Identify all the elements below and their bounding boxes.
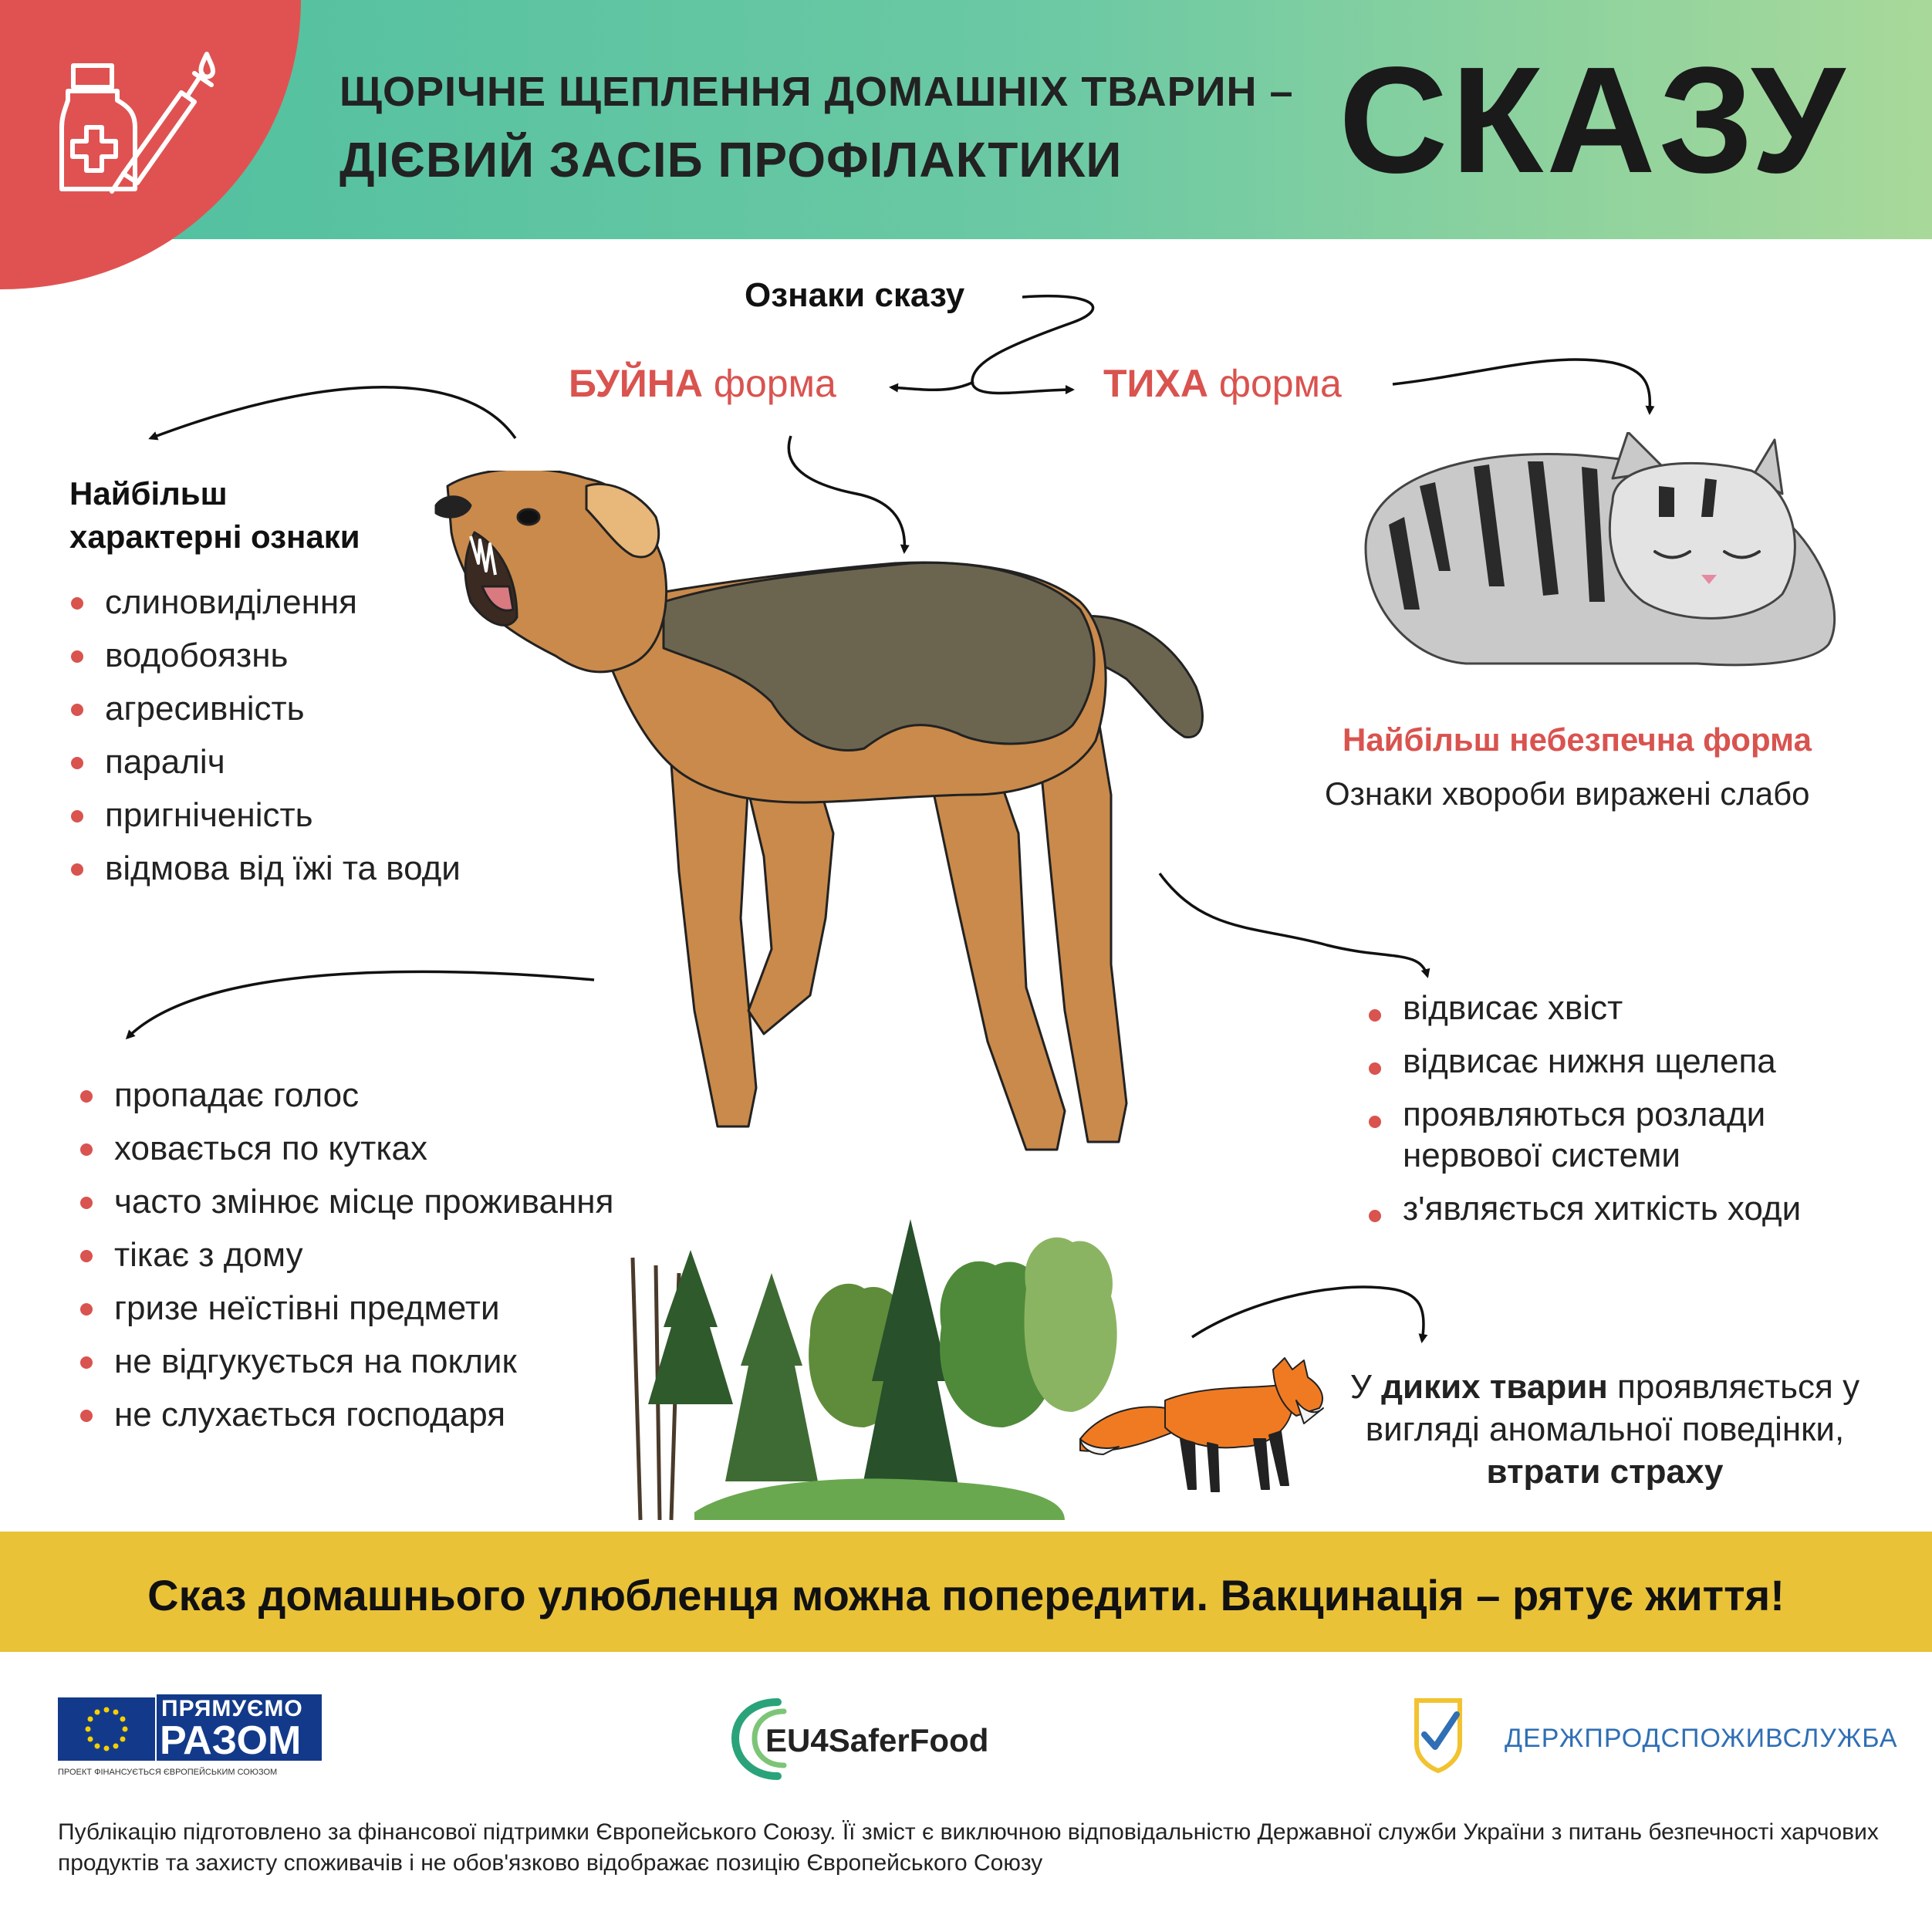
list-item: тікає з дому	[76, 1228, 613, 1282]
title-line-1: ЩОРІЧНЕ ЩЕПЛЕННЯ ДОМАШНІХ ТВАРИН –	[339, 69, 1294, 115]
wild-text-bold-2: втрати страху	[1486, 1453, 1724, 1491]
eu4saferfood-text: EU4SaferFood	[765, 1722, 989, 1758]
funding-disclaimer: Публікацію підготовлено за фінансової підтримки Європейського Союзу. Її зміст є виключною відповідальністю Державної служби України з питань безпечності харчових продуктів та захисту споживачів і не обов'язково відображає позицію Європейського Союзу	[58, 1819, 1879, 1876]
most-dangerous-form-label: Найбільш небезпечна форма	[1343, 721, 1812, 758]
quiet-form-rest: форма	[1208, 362, 1342, 405]
title-rabies: СКАЗУ	[1339, 35, 1848, 204]
eu-logo-line-1: ПРЯМУЄМО	[161, 1696, 303, 1721]
weak-signs-text: Ознаки хвороби виражені слабо	[1325, 775, 1810, 812]
eu-funding-note: ПРОЕКТ ФІНАНСУЄТЬСЯ ЄВРОПЕЙСЬКИМ СОЮЗОМ	[58, 1768, 278, 1777]
list-item: з'являється хиткість ходи	[1364, 1188, 1866, 1229]
sleeping-cat-illustration	[1350, 432, 1852, 687]
list-item: слиновиділення	[66, 576, 461, 629]
list-item: відвисає хвіст	[1364, 988, 1866, 1028]
list-item: проявляються розлади нервової системи	[1364, 1094, 1866, 1176]
quiet-form-signs-list	[1364, 988, 1866, 1241]
eu-logo-line-2: РАЗОМ	[160, 1718, 302, 1763]
wild-animals-text	[1327, 1366, 1883, 1493]
wild-text-part-1: У	[1349, 1368, 1382, 1406]
list-item: відвисає нижня щелепа	[1364, 1041, 1866, 1082]
list-item: ховається по кутках	[76, 1122, 613, 1175]
list-item: параліч	[66, 735, 461, 789]
eu-moving-together-logo	[157, 1694, 322, 1761]
list-item: агресивність	[66, 682, 461, 735]
list-item: пригніченість	[66, 789, 461, 842]
fox-illustration	[1072, 1354, 1335, 1497]
list-item: не слухається господаря	[76, 1388, 613, 1441]
dps-shield-check-icon	[1414, 1697, 1463, 1773]
violent-form-bold: БУЙНА	[569, 362, 703, 405]
characteristic-signs-heading	[69, 472, 360, 559]
violent-form-rest: форма	[702, 362, 836, 405]
title-line-2: ДІЄВИЙ ЗАСІБ ПРОФІЛАКТИКИ	[339, 132, 1123, 187]
characteristic-heading-line-2: характерні ознаки	[69, 518, 360, 555]
list-item: часто змінює місце проживання	[76, 1175, 613, 1228]
list-item: відмова від їжі та води	[66, 842, 461, 895]
list-item: водобоязнь	[66, 629, 461, 682]
quiet-form-bold: ТИХА	[1103, 362, 1208, 405]
wild-text-part-2: проявляється у вигляді аномальної поведінки,	[1365, 1368, 1860, 1448]
characteristic-signs-list	[66, 576, 461, 895]
list-item: не відгукується на поклик	[76, 1335, 613, 1388]
wild-text-bold-1: диких тварин	[1381, 1368, 1608, 1406]
slogan-text: Сказ домашнього улюбленця можна попередити. Вакцинація – рятує життя!	[147, 1571, 1785, 1620]
list-item: гризе неїстівні предмети	[76, 1282, 613, 1335]
eu-flag-icon	[58, 1697, 155, 1761]
list-item: пропадає голос	[76, 1069, 613, 1122]
characteristic-heading-line-1: Найбільш	[69, 475, 228, 512]
signs-heading: Ознаки сказу	[745, 276, 965, 314]
rabid-dog-illustration	[432, 471, 1250, 1173]
dps-agency-name: ДЕРЖПРОДСПОЖИВСЛУЖБА	[1505, 1724, 1898, 1753]
